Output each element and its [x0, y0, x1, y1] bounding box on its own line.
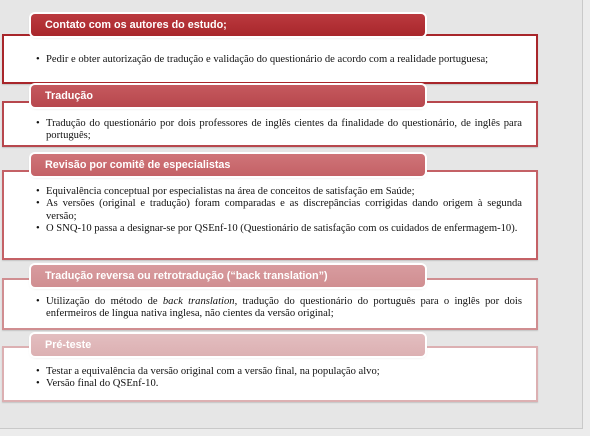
step-2-box	[2, 101, 538, 147]
step-3-item-1: • Equivalência conceptual por especialistas na área de conceitos de satisfação em Saúde;	[34, 186, 522, 198]
step-5-item-2: • Versão final do QSEnf-10.	[34, 378, 522, 390]
step-1-header: Contato com os autores do estudo;	[31, 14, 425, 36]
step-4-item-1-term: back translation	[162, 296, 235, 307]
step-4-item-1-post: , tradução do questionário do português para o inglês por dois enfermeiros de língua nativa inglesa, não cientes da versão original;	[46, 296, 522, 320]
step-4-item-1-pre: Utilização do método de	[46, 296, 163, 307]
step-2-header: Tradução	[31, 85, 425, 107]
step-3-item-3: • O SNQ-10 passa a designar-se por QSEnf-10 (Questionário de satisfação com os cuidados de enfermagem-10).	[34, 223, 522, 235]
step-5-item-1: • Testar a equivalência da versão original com a versão final, na população alvo;	[34, 366, 522, 378]
step-3-header: Revisão por comitê de especialistas	[31, 154, 425, 176]
step-1-box	[2, 34, 538, 84]
step-2-item-1: • Tradução do questionário por dois professores de inglês cientes da finalidade do questionário, de inglês para português;	[34, 118, 522, 143]
step-4-item-1	[34, 296, 522, 321]
step-1-item-1: • Pedir e obter autorização de tradução e validação do questionário de acordo com a realidade portuguesa;	[34, 54, 522, 66]
step-4-header: Tradução reversa ou retrotradução (“back translation”)	[31, 265, 425, 287]
step-3-item-2: • As versões (original e tradução) foram comparadas e as discrepâncias corrigidas dando origem à segunda versão;	[34, 198, 522, 223]
step-3-box	[2, 170, 538, 260]
step-5-header: Pré-teste	[31, 334, 425, 356]
